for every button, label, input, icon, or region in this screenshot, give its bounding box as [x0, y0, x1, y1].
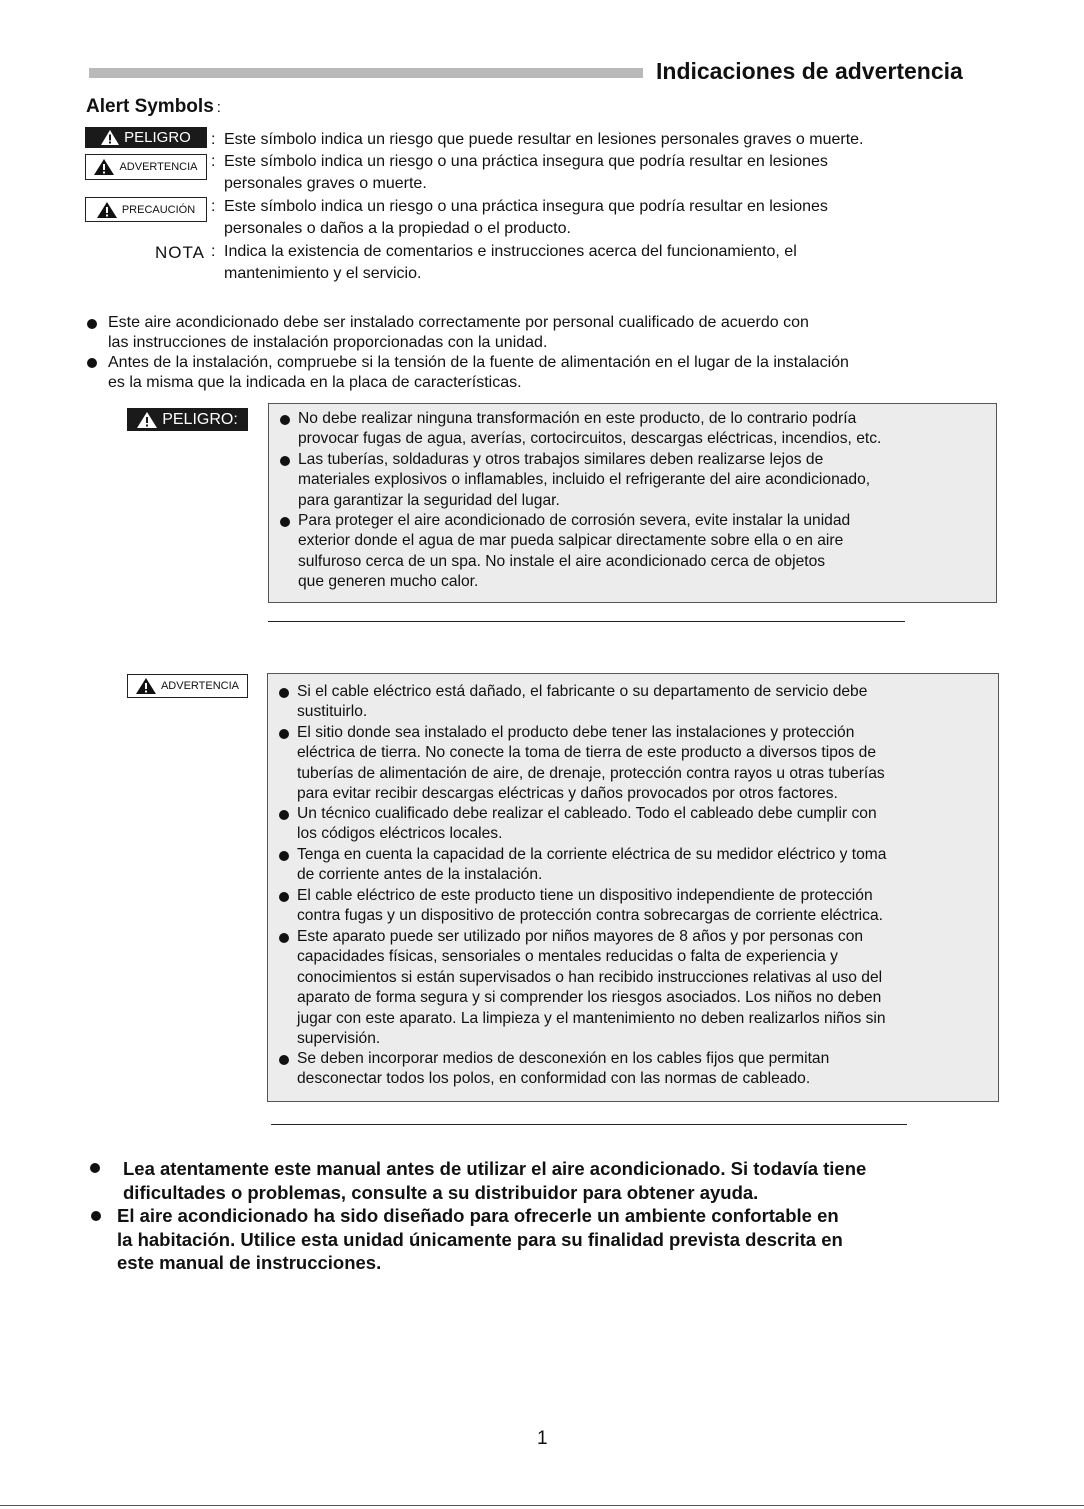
bullet-icon [279, 851, 289, 861]
bullet-icon [87, 358, 97, 368]
bullet-icon [280, 517, 290, 527]
bullet-icon [279, 810, 289, 820]
warning-panel [267, 673, 999, 1102]
header-bar [89, 68, 643, 78]
precaucion-description: : Este símbolo indica un riesgo o una práctica insegura que podría resultar en lesiones personales o daños a la propiedad o el producto. [211, 198, 828, 237]
bullet-icon [279, 892, 289, 902]
warning-triangle-icon [137, 412, 157, 428]
intro-bullet: Antes de la instalación, compruebe si la tensión de la fuente de alimentación en el lugar de la instalación es la misma que la indicada en la placa de características. [108, 353, 849, 393]
bullet-icon [91, 1211, 101, 1221]
bullet-icon [280, 415, 290, 425]
bullet-icon [87, 319, 97, 329]
intro-bullet: Este aire acondicionado debe ser instalado correctamente por personal cualificado de acuerdo con las instrucciones de instalación proporcionadas con la unidad. [108, 313, 809, 353]
panel-list-item: El cable eléctrico de este producto tiene un dispositivo independiente de protección contra fugas y un dispositivo de protección contra sobrecargas de corriente eléctrica. [297, 886, 883, 927]
page-title: Indicaciones de advertencia [656, 58, 963, 84]
peligro-badge: PELIGRO [85, 127, 207, 148]
bullet-icon [279, 933, 289, 943]
panel-list-item: Las tuberías, soldaduras y otros trabajos similares deben realizarse lejos de materiales explosivos o inflamables, incluido el refrigerante del aire acondicionado, para garantizar la seguridad del lugar. [298, 450, 870, 511]
bullet-icon [279, 729, 289, 739]
advertencia-badge: ADVERTENCIA [85, 154, 207, 180]
advertencia-panel-badge: ADVERTENCIA [127, 674, 248, 698]
panel-list-item: Tenga en cuenta la capacidad de la corriente eléctrica de su medidor eléctrico y toma de corriente antes de la instalación. [297, 845, 886, 886]
panel-list-item: Se deben incorporar medios de desconexión en los cables fijos que permitan desconectar todos los polos, en conformidad con las normas de cableado. [297, 1049, 829, 1090]
warning-triangle-icon [94, 159, 114, 175]
precaucion-badge: PRECAUCIÓN [85, 197, 207, 222]
panel-list-item: El sitio donde sea instalado el producto debe tener las instalaciones y protección eléctrica de tierra. No conecte la toma de tierra de este producto a diversos tipos de tuberías de alimentación de aire, de drenaje, protección contra rayos u otras tuberías para evitar recibir descargas eléctricas y daños provocados por otros factores. [297, 723, 885, 805]
divider [271, 1124, 907, 1125]
panel-list-item: Si el cable eléctrico está dañado, el fabricante o su departamento de servicio debe sustituirlo. [297, 682, 867, 723]
warning-triangle-icon [101, 130, 119, 145]
peligro-panel-badge: PELIGRO: [127, 408, 248, 431]
panel-list-item: Este aparato puede ser utilizado por niños mayores de 8 años y por personas con capacidades físicas, sensoriales o mentales reducidas o falta de experiencia y conocimientos si están supervisados o han recibido instrucciones relativas al uso del aparato de forma segura y si comprender los riesgos asociados. Los niños no deben jugar con este aparato. La limpieza y el mantenimiento no deben realizarlos niños sin supervisión. [297, 927, 886, 1049]
bullet-icon [280, 456, 290, 466]
advertencia-description: : Este símbolo indica un riesgo o una práctica insegura que podría resultar en lesiones personales graves o muerte. [211, 153, 828, 192]
final-bullet: El aire acondicionado ha sido diseñado para ofrecerle un ambiente confortable en la habitación. Utilice esta unidad únicamente para su finalidad prevista descrita en este manual de instrucciones. [117, 1204, 843, 1275]
page-edge-line [0, 1505, 1084, 1506]
panel-list-item: No debe realizar ninguna transformación en este producto, de lo contrario podría provocar fugas de agua, averías, cortocircuitos, descargas eléctricas, incendios, etc. [298, 409, 881, 450]
nota-description: : Indica la existencia de comentarios e instrucciones acerca del funcionamiento, el mantenimiento y el servicio. [211, 243, 797, 282]
bullet-icon [279, 1055, 289, 1065]
danger-panel [268, 403, 997, 603]
warning-triangle-icon [136, 678, 156, 694]
final-bullet: Lea atentamente este manual antes de utilizar el aire acondicionado. Si todavía tiene dificultades o problemas, consulte a su distribuidor para obtener ayuda. [123, 1157, 866, 1204]
panel-list-item: Para proteger el aire acondicionado de corrosión severa, evite instalar la unidad exterior donde el agua de mar pueda salpicar directamente sobre ella o en aire sulfuroso cerca de un spa. No instale el aire acondicionado cerca de objetos que generen mucho calor. [298, 511, 850, 593]
alert-symbols-heading: Alert Symbols : [86, 96, 221, 117]
nota-label: NOTA [155, 243, 205, 262]
bullet-icon [90, 1163, 100, 1173]
peligro-description: : Este símbolo indica un riesgo que puede resultar en lesiones personales graves o muerte. [211, 131, 864, 148]
warning-triangle-icon [97, 202, 117, 218]
divider [268, 621, 905, 622]
page-number: 1 [537, 1428, 548, 1449]
panel-list-item: Un técnico cualificado debe realizar el cableado. Todo el cableado debe cumplir con los códigos eléctricos locales. [297, 804, 877, 845]
bullet-icon [279, 688, 289, 698]
